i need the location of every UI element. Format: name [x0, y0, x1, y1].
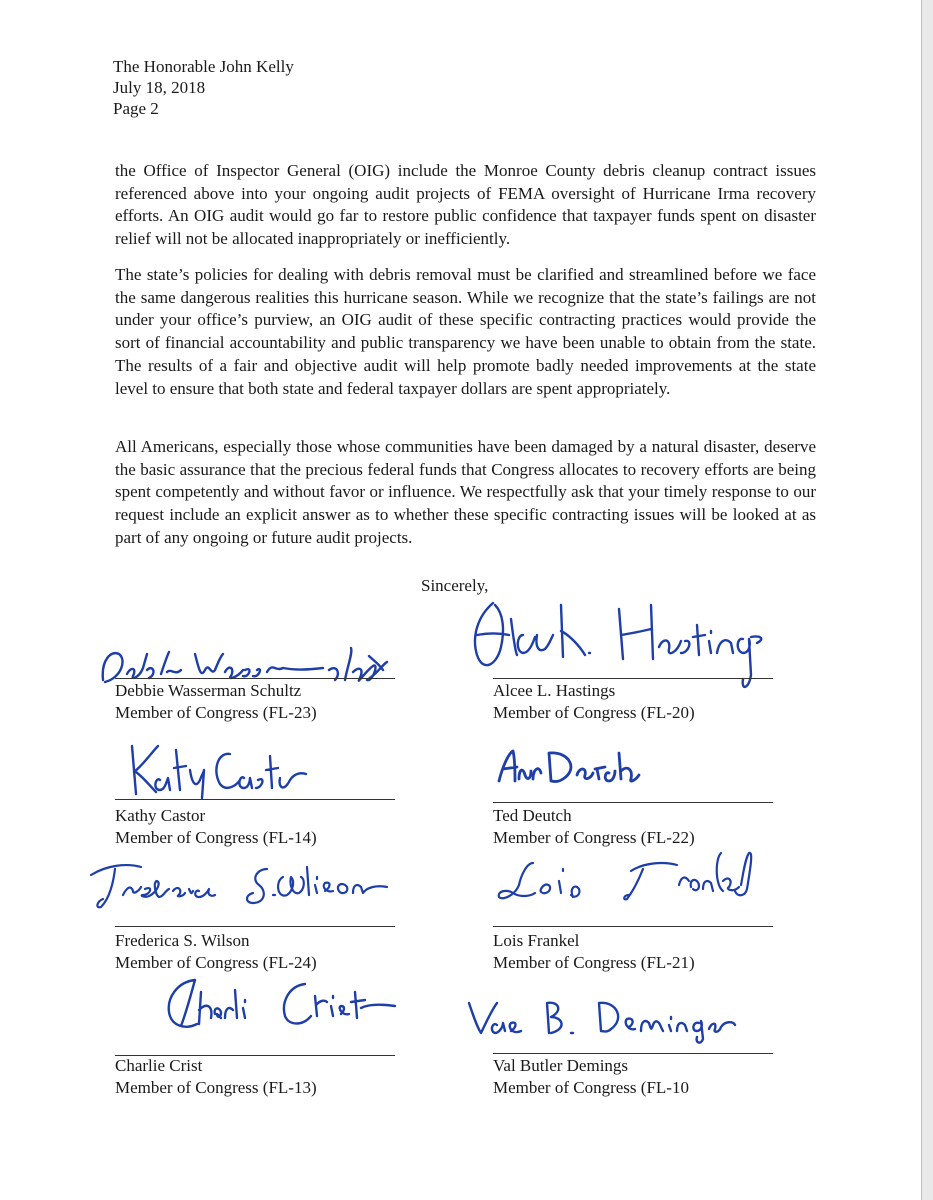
signatory-title: Member of Congress (FL-14) — [115, 828, 317, 847]
signature-deutch — [493, 745, 673, 795]
signatory-title: Member of Congress (FL-24) — [115, 953, 317, 972]
signature-demings — [463, 995, 773, 1045]
signatory-title: Member of Congress (FL-10 — [493, 1078, 689, 1097]
signatory-title: Member of Congress (FL-20) — [493, 703, 695, 722]
signatory-title: Member of Congress (FL-13) — [115, 1078, 317, 1097]
signature-crist — [155, 970, 415, 1050]
signatory-name: Alcee L. Hastings — [493, 681, 616, 700]
signatory-name: Debbie Wasserman Schultz — [115, 681, 302, 700]
signature-castor — [120, 740, 320, 800]
signatory-title: Member of Congress (FL-23) — [115, 703, 317, 722]
body-paragraph-2: The state’s policies for dealing with debris removal must be clarified and streamlined before we face the same dangerous realities this hurricane season. While we recognize that the state’s failings are not under your office’s purview, an OIG audit of these specific contracting practices would provide the sort of financial accountability and public transparency we have been unable to obtain from the state. The results of a fair and objective audit will help promote badly needed improvements at the state level to ensure that both state and federal taxpayer dollars are spent appropriately. — [115, 265, 816, 398]
signatory-name: Frederica S. Wilson — [115, 931, 250, 950]
signatory-title: Member of Congress (FL-22) — [493, 828, 695, 847]
body-paragraph-1: the Office of Inspector General (OIG) include the Monroe County debris cleanup contract issues referenced above into your ongoing audit projects of FEMA oversight of Hurricane Irma recovery efforts. An OIG audit would go far to restore public confidence that taxpayer funds spent on disaster relief will not be allocated inappropriately or inefficiently. — [115, 161, 816, 249]
signatory-name: Ted Deutch — [493, 806, 572, 825]
recipient-line: The Honorable John Kelly — [113, 57, 294, 76]
signatory-name: Charlie Crist — [115, 1056, 203, 1075]
signatory-name: Kathy Castor — [115, 806, 206, 825]
date-line: July 18, 2018 — [113, 78, 206, 97]
signature-wilson — [87, 855, 427, 925]
letter-header — [113, 56, 294, 119]
signature-frankel — [493, 845, 773, 925]
signatory-title: Member of Congress (FL-21) — [493, 953, 695, 972]
body-paragraph-3: All Americans, especially those whose communities have been damaged by a natural disaster, deserve the basic assurance that the precious federal funds that Congress allocates to recovery efforts are being spent competently and without favor or influence. We respectfully ask that your timely response to our request include an explicit answer as to whether these specific contracting issues will be looked at as part of any ongoing or future audit projects. — [115, 437, 816, 547]
closing-salutation: Sincerely, — [421, 576, 489, 595]
page-number: Page 2 — [113, 99, 159, 118]
signatory-name: Val Butler Demings — [493, 1056, 629, 1075]
signatory-name: Lois Frankel — [493, 931, 580, 950]
